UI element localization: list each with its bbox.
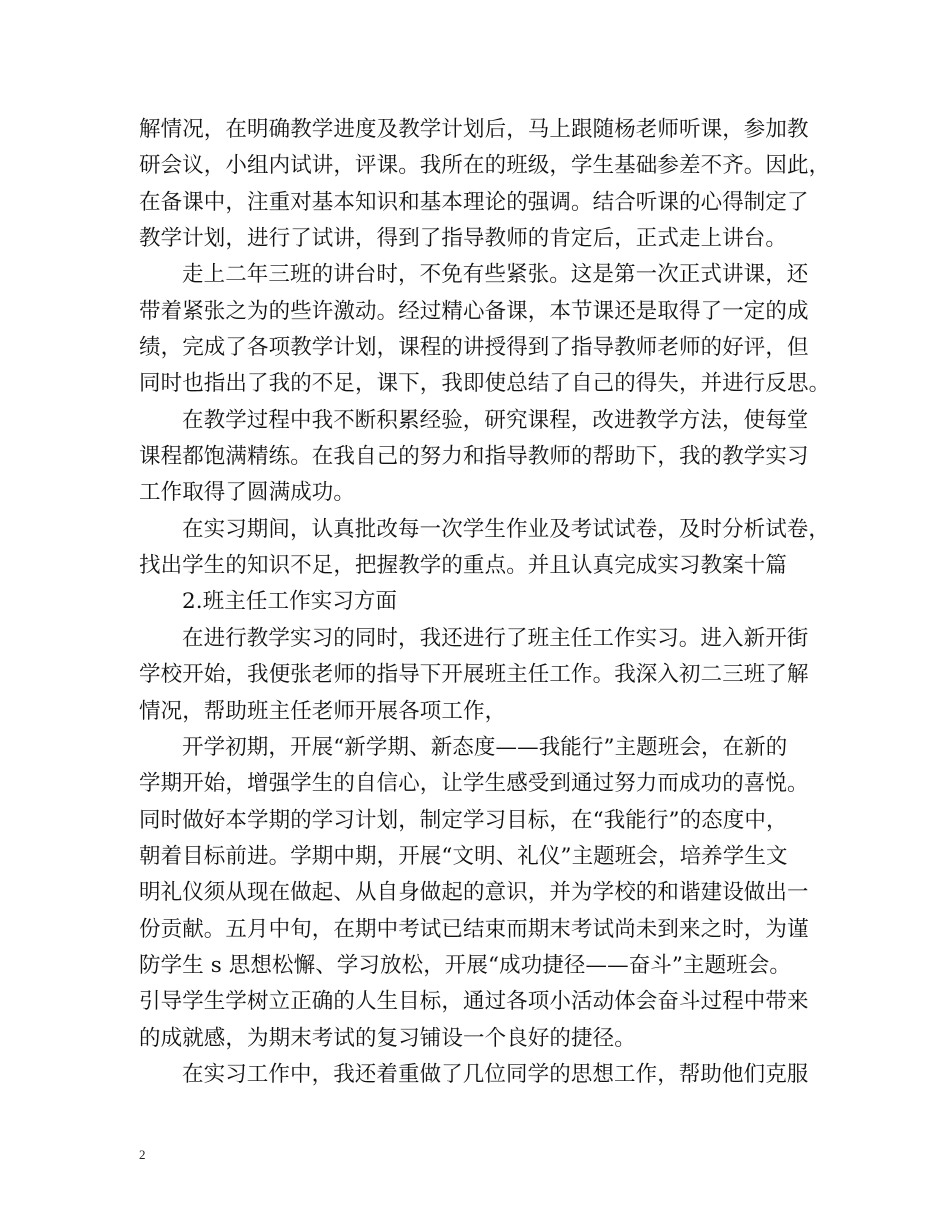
text-line: 同时也指出了我的不足，课下，我即使总结了自己的得失，并进行反思。 xyxy=(139,371,831,397)
page-number: 2 xyxy=(139,1147,146,1162)
text-line: 走上二年三班的讲台时，不免有些紧张。这是第一次正式讲课，还 xyxy=(182,262,809,288)
text-line: 学校开始，我便张老师的指导下开展班主任工作。我深入初二三班了解 xyxy=(139,662,809,688)
text-line: 情况，帮助班主任老师开展各项工作， xyxy=(139,698,507,724)
text-line: 找出学生的知识不足，把握教学的重点。并且认真完成实习教案十篇 xyxy=(139,553,788,579)
text-line: 的成就感，为期末考试的复习铺设一个良好的捷径。 xyxy=(139,1025,636,1051)
text-line: 带着紧张之为的些许激动。经过精心备课，本节课还是取得了一定的成 xyxy=(139,298,809,324)
text-line: 课程都饱满精练。在我自己的努力和指导教师的帮助下，我的教学实习 xyxy=(139,444,809,470)
text-line: 引导学生学树立正确的人生目标，通过各项小活动体会奋斗过程中带来 xyxy=(139,989,809,1015)
text-line: 解情况，在明确教学进度及教学计划后，马上跟随杨老师听课，参加教 xyxy=(139,117,809,142)
text-line: 绩，完成了各项教学计划，课程的讲授得到了指导教师老师的好评，但 xyxy=(139,335,809,361)
text-line: 同时做好本学期的学习计划，制定学习目标，在“我能行”的态度中， xyxy=(139,807,788,833)
text-line: 在实习工作中，我还着重做了几位同学的思想工作，帮助他们克服 xyxy=(182,1061,809,1087)
text-line: 在实习期间，认真批改每一次学生作业及考试试卷，及时分析试卷， xyxy=(182,516,831,542)
text-line: 学期开始，增强学生的自信心，让学生感受到通过努力而成功的喜悦。 xyxy=(139,771,809,797)
text-line: 开学初期，开展“新学期、新态度——我能行”主题班会，在新的 xyxy=(182,734,788,760)
text-line: 份贡献。五月中旬，在期中考试已结束而期末考试尚未到来之时，为谨 xyxy=(139,916,809,942)
body-text xyxy=(139,112,829,1093)
text-line: 明礼仪须从现在做起、从自身做起的意识，并为学校的和谐建设做出一 xyxy=(139,880,809,906)
text-line: 2.班主任工作实习方面 xyxy=(182,589,398,615)
text-line: 在进行教学实习的同时，我还进行了班主任工作实习。进入新开街 xyxy=(182,625,809,651)
text-line: 朝着目标前进。学期中期，开展“文明、礼仪”主题班会，培养学生文 xyxy=(139,843,788,869)
text-line: 在备课中，注重对基本知识和基本理论的强调。结合听课的心得制定了 xyxy=(139,189,809,215)
text-line: 研会议，小组内试讲，评课。我所在的班级，学生基础参差不齐。因此， xyxy=(139,153,831,179)
text-line: 工作取得了圆满成功。 xyxy=(139,480,356,506)
text-line: 防学生 s 思想松懈、学习放松，开展“成功捷径——奋斗”主题班会。 xyxy=(139,952,791,978)
text-line: 在教学过程中我不断积累经验，研究课程，改进教学方法，使每堂 xyxy=(182,407,809,433)
text-line: 教学计划，进行了试讲，得到了指导教师的肯定后，正式走上讲台。 xyxy=(139,226,788,252)
